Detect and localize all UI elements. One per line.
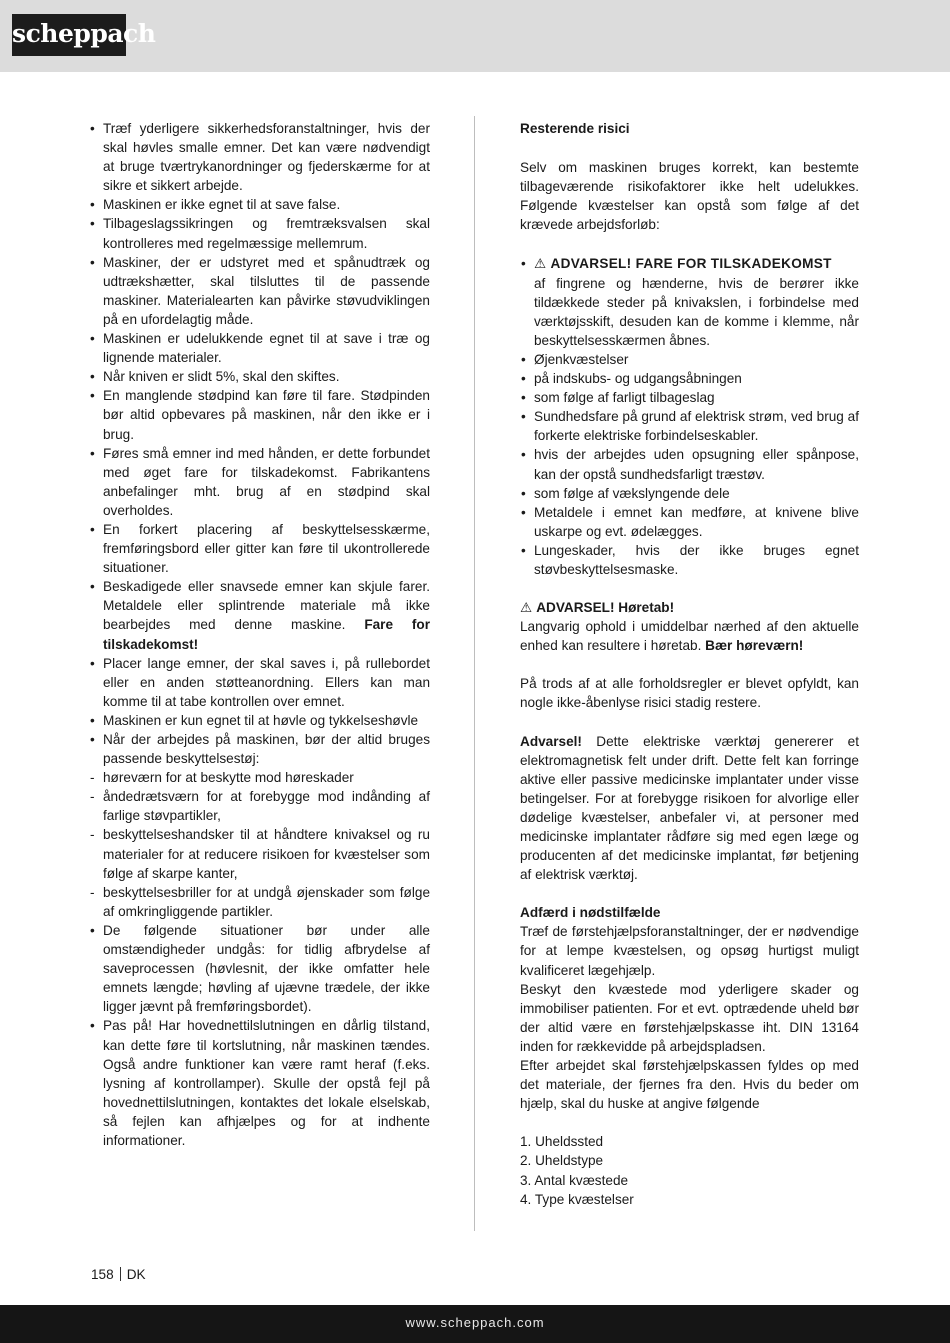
warning-injury-title: • ⚠ ADVARSEL! FARE FOR TILSKADEKOMST [534,254,859,273]
list-item: • En forkert placering af beskyttelsesskærme, fremføringsbord eller gitter kan føre til ukontrollerede situationer. [89,520,430,577]
hearing-warning-bold: Bær høreværn! [705,638,804,654]
list-item [89,730,430,921]
list-item: • Lungeskader, hvis der ikke bruges egnet støvbeskyttelsesmaske. [520,541,859,579]
list-item [520,254,859,349]
list-item: • som følge af farligt tilbageslag [520,388,859,407]
list-item: • Føres små emner ind med hånden, er dette forbundet med øget fare for tilskadekomst. Fabrikantens anbefalinger mht. brug af en stødpind skal overholdes. [89,444,430,520]
protective-item: - beskyttelseshandsker til at håndtere knivaksel og ru materialer for at reducere risikoen for kvæstelser som følge af skarpe kanter, [89,825,430,882]
electromagnetic-warning-label: Advarsel! [520,733,582,749]
list-item: • De følgende situationer bør under alle omstændigheder undgås: for tidlig afbrydelse af saveprocessen (høvlesnit, der ikke omfatter hele emnets længde; høvling af ujævne trædele, der ikke ligger jævnt på fremføringsbordet). [89,921,430,1016]
emergency-paragraph: Efter arbejdet skal førstehjælpskassen fyldes op med det materiale, der fjernes fra den. Hvis du beder om hjælp, skal du huske at angive følgende [520,1058,859,1112]
protective-item: - beskyttelsesbriller for at undgå øjenskader som følge af omkringliggende partikler. [89,883,430,921]
page-number: 158 [91,1267,114,1282]
list-item: • hvis der arbejdes uden opsugning eller spånpose, kan der opstå sundhedsfarligt træstøv. [520,445,859,483]
emergency-paragraph: Beskyt den kvæstede mod yderligere skader og immobiliser patienten. For et evt. optrædende uheld bør der altid være en førstehjælpskasse iht. DIN 13164 inden for rækkevidde på arbejdspladsen. [520,981,859,1054]
electromagnetic-warning: Advarsel! Dette elektriske værktøj genererer et elektromagnetisk felt under drift. Dette felt kan forringe aktive eller passive medicinske implantater under visse betingelser. For at forebygge risikoen for alvorlige eller dødelige kvæstelser, anbefaler vi, at personer med medicinske implantater rådføre sig med egen læge og producenten af det medicinske implantat, før betjening af elektrisk værktøj. [520,733,859,883]
list-item: 3. Antal kvæstede [520,1172,629,1188]
emergency-info-list [520,1132,859,1208]
protective-intro: • Når der arbejdes på maskinen, bør der altid bruges passende beskyttelsestøj: [103,732,430,767]
defects-text: Beskadigede eller snavsede emner kan skjule farer. Metaldele eller splintrende materiale må ikke bearbejdes med denne maskine. [103,579,430,633]
list-item: • Når kniven er slidt 5%, skal den skiftes. [89,367,430,386]
scheppach-logo: scheppach [12,14,126,56]
list-item: • Maskinen er kun egnet til at høvle og tykkelseshøvle [89,711,430,730]
list-item: • Træf yderligere sikkerhedsforanstaltninger, hvis der skal høvles smalle emner. Det kan være nødvendigt at bruge tværtrykanordninger og fjederskærme for at sikre et sikkert arbejde. [89,119,430,195]
protective-item: - høreværn for at beskytte mod høreskader [89,768,430,787]
risk-list [520,254,859,579]
residual-risk-heading: Resterende risici [520,121,630,136]
website-url: www.scheppach.com [405,1315,545,1330]
hearing-warning-title: ⚠ ADVARSEL! Høretab! [520,598,859,617]
safety-list [89,119,430,1150]
emergency-heading: Adfærd i nødstilfælde [520,905,661,921]
column-divider [474,116,475,1231]
list-item: • som følge af vækslyngende dele [520,484,859,503]
residual-risk-intro: Selv om maskinen bruges korrekt, kan bestemte tilbageværende risikofaktorer ikke helt udelukkes. Følgende kvæstelser kan opstå som følge af det krævede arbejdsforløb: [520,160,859,233]
right-column [520,119,859,1209]
list-item: • Tilbageslagssikringen og fremtræksvalsen skal kontrolleres med regelmæssige mellemrum. [89,214,430,252]
footer-separator [120,1267,121,1281]
list-item: 4. Type kvæstelser [520,1191,634,1207]
list-item: • En manglende stødpind kan føre til fare. Stødpinden bør altid opbevares på maskinen, når den ikke er i brug. [89,386,430,443]
list-item: • Øjenkvæstelser [520,350,859,369]
header-bar [0,0,950,72]
precaution-text: På trods af at alle forholdsregler er blevet opfyldt, kan nogle ikke-åbenlyse risici stadig restere. [520,676,859,711]
warning-icon: ⚠ [520,600,533,616]
warning-injury-text: af fingrene og hænderne, hvis de berører ikke tildækkede steder på knivakslen, i forbindelse med værktøjsskift, desuden kan de komme i klemme, når beskyttelsesskærmen åbnes. [534,275,859,348]
protective-item: - åndedrætsværn for at forebygge mod indånding af farlige støvpartikler, [89,787,430,825]
footer-bar [0,1305,950,1343]
emergency-paragraph: Træf de førstehjælpsforanstaltninger, der er nødvendige for at lempe kvæstelsen, og opsøg hurtigst muligt kvalificeret lægehjælp. [520,924,859,978]
list-item: • Maskinen er udelukkende egnet til at save i træ og lignende materialer. [89,329,430,367]
list-item: • Metaldele i emnet kan medføre, at knivene blive uskarpe og evt. ødelægges. [520,503,859,541]
list-item: 1. Uheldssted [520,1134,604,1150]
left-column [89,119,430,1150]
defects-warning: Fare for tilskadekomst! [103,617,430,652]
list-item [89,577,430,653]
list-item: • Sundhedsfare på grund af elektrisk strøm, ved brug af forkerte elektriske forbindelseskabler. [520,407,859,445]
list-item: • Pas på! Har hovednettilslutningen en dårlig tilstand, kan dette føre til kortslutning, når maskinen tændes. Også andre funktioner kan være ramt heraf (f.eks. lysning af kontrollamper). Skulle der opstå fejl på hovednettilslutningen, kontaktes det lokale elselskab, så fejlen kan afhjælpes og for at indhente informationer. [89,1016,430,1150]
protective-list [89,768,430,921]
list-item: 2. Uheldstype [520,1153,604,1169]
hearing-warning-text: Langvarig ophold i umiddelbar nærhed af den aktuelle enhed kan resultere i høretab. Bær høreværn! [520,619,859,654]
page-footer [91,1265,146,1284]
language-code: DK [126,1267,146,1282]
list-item: • Placer lange emner, der skal saves i, på rullebordet eller en anden støtteanordning. Ellers kan man komme til at tabe kontrollen over emnet. [89,654,430,711]
list-item: • Maskiner, der er udstyret med et spånudtræk og udtrækshætter, skal tilsluttes til de passende maskiner. Materialearten kan påvirke støvudviklingen på en ufordelagtig måde. [89,253,430,329]
list-item: • Maskinen er ikke egnet til at save false. [89,195,430,214]
warning-icon: ⚠ [534,256,547,272]
list-item: • på indskubs- og udgangsåbningen [520,369,859,388]
